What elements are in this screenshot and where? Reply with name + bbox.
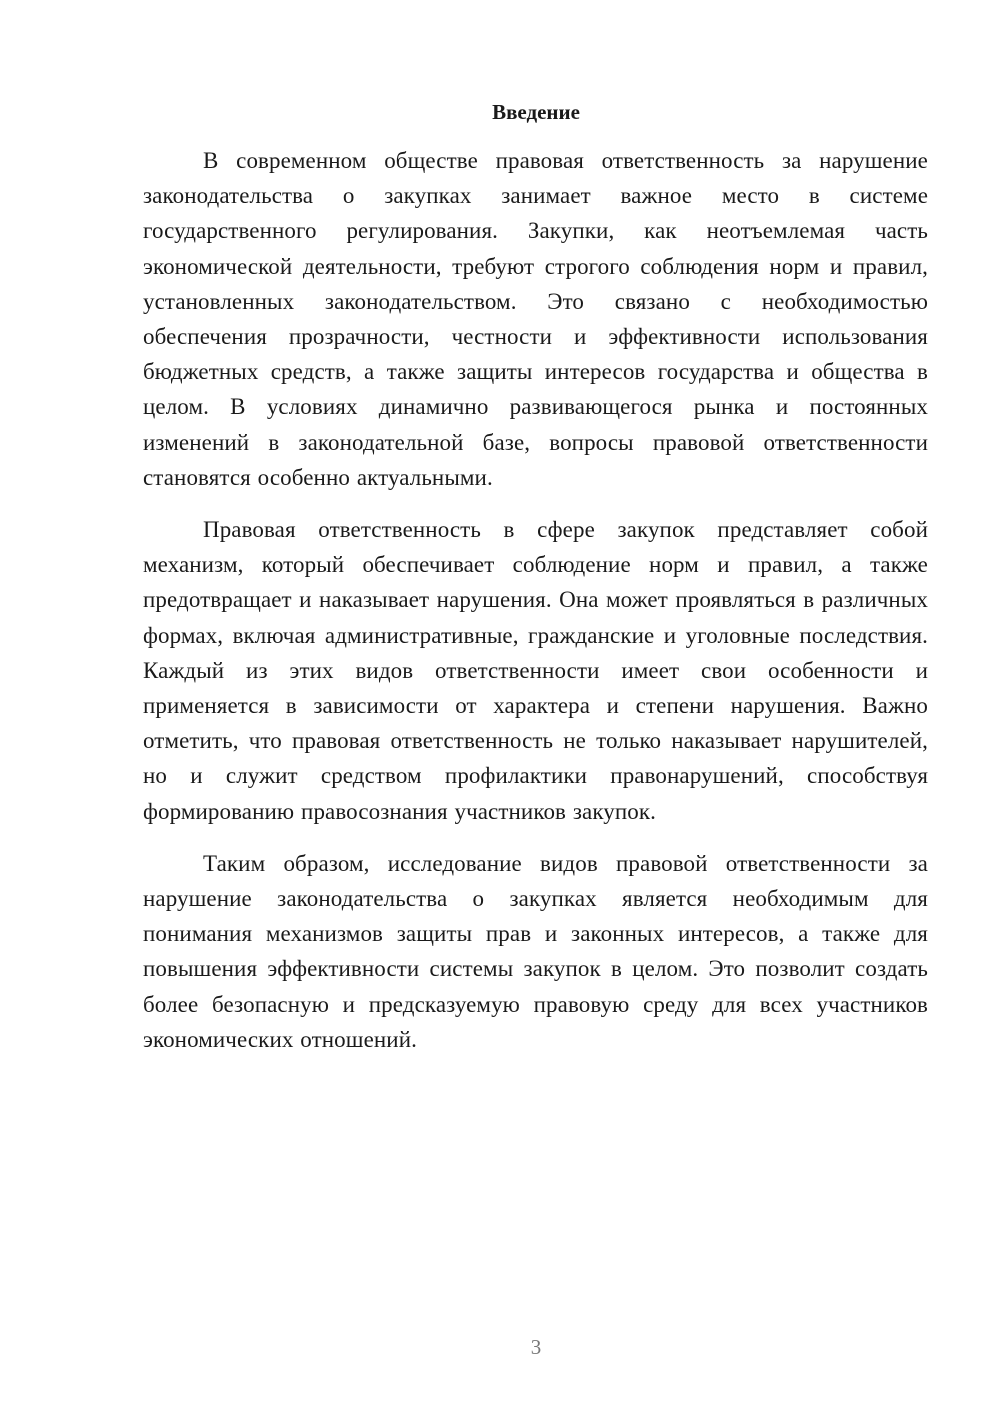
page-number: 3 [530,1335,542,1359]
paragraph-2: Правовая ответственность в сфере закупок представляет собой механизм, который обеспечивает соблюдение норм и правил, а также предотвращает и наказывает нарушения. Она может проявляться в различных формах, включая административные, гражданские и уголовные последствия. Каждый из этих видов ответственности имеет свои особенности и применяется в зависимости от характера и степени нарушения. Важно отметить, что правовая ответственность не только наказывает нарушителей, но и служит средством профилактики правонарушений, способствуя формированию правосознания участников закупок. [143,517,928,824]
section-heading: Введение [492,100,580,124]
paragraph-1: В современном обществе правовая ответственность за нарушение законодательства о закупках занимает важное место в системе государственного регулирования. Закупки, как неотъемлемая часть экономической деятельности, требуют строгого соблюдения норм и правил, установленных законодательством. Это связано с необходимостью обеспечения прозрачности, честности и эффективности использования бюджетных средств, а также защиты интересов государства и общества в целом. В условиях динамично развивающегося рынка и постоянных изменений в законодательной базе, вопросы правовой ответственности становятся особенно актуальными. [143,148,928,490]
paragraph-3: Таким образом, исследование видов правовой ответственности за нарушение законодательства о закупках является необходимым для понимания механизмов защиты прав и законных интересов, а также для повышения эффективности системы закупок в целом. Это позволит создать более безопасную и предсказуемую правовую среду для всех участников экономических отношений. [143,850,928,1052]
body-text [143,143,928,1057]
